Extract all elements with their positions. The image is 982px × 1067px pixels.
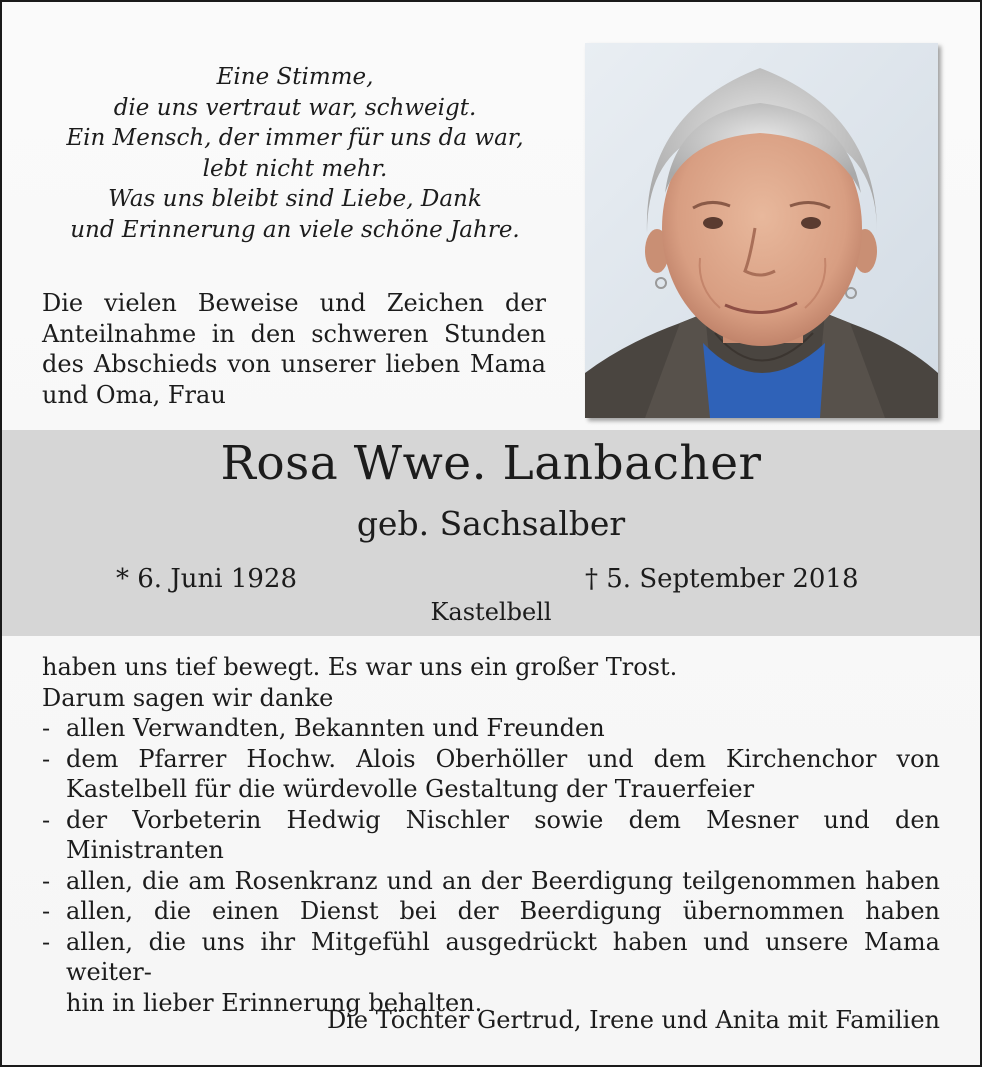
poem-line: Was uns bleibt sind Liebe, Dank <box>108 186 482 212</box>
birth-date: * 6. Juni 1928 <box>116 564 297 594</box>
list-item-text: dem Pfarrer Hochw. Alois Oberhöller und dem Kirchenchor von <box>66 744 940 773</box>
list-item <box>42 896 940 927</box>
poem-line: lebt nicht mehr. <box>202 155 388 182</box>
intro-line: und Oma, Frau <box>42 380 226 409</box>
death-date: † 5. September 2018 <box>585 564 859 594</box>
poem-line: und Erinnerung an viele schöne Jahre. <box>70 216 520 243</box>
signature: Die Töchter Gertrud, Irene und Anita mit Familien <box>326 1006 940 1034</box>
list-item <box>42 713 940 744</box>
intro-line: Anteilnahme in den schweren Stunden <box>42 319 546 348</box>
poem-line: Eine Stimme, <box>216 64 374 90</box>
thanks-list <box>42 713 940 1018</box>
dash-bullet: - <box>42 805 51 834</box>
list-item-text: allen, die uns ihr Mitgefühl ausgedrückt haben und unsere Mama weiter- <box>66 927 940 986</box>
intro-line: Die vielen Beweise und Zeichen der <box>42 289 546 317</box>
intro-line: des Abschieds von unserer lieben Mama <box>42 350 546 378</box>
dash-bullet: - <box>42 897 51 925</box>
list-item <box>42 805 940 866</box>
list-item-text: allen Verwandten, Bekannten und Freunden <box>66 714 605 742</box>
thanks-line: haben uns tief bewegt. Es war uns ein großer Trost. <box>42 653 678 681</box>
dash-bullet: - <box>42 866 51 895</box>
place: Kastelbell <box>430 598 552 626</box>
list-item-text: hin in lieber Erinnerung behalten. <box>66 988 483 1017</box>
list-item-text: allen, die am Rosenkranz und an der Beerdigung teilgenommen haben <box>66 866 940 895</box>
poem-line: die uns vertraut war, schweigt. <box>113 94 477 121</box>
list-item <box>42 744 940 805</box>
list-item-text: allen, die einen Dienst bei der Beerdigung übernommen haben <box>66 897 940 925</box>
list-item-text: der Vorbeterin Hedwig Nischler sowie dem Mesner und den Ministranten <box>66 805 940 864</box>
dash-bullet: - <box>42 744 51 773</box>
list-item-text: Kastelbell für die würdevolle Gestaltung der Trauerfeier <box>66 775 755 803</box>
dash-bullet: - <box>42 927 51 956</box>
list-item <box>42 866 940 897</box>
thanks-text <box>42 652 940 1018</box>
portrait-photo <box>585 43 938 418</box>
birth-name: geb. Sachsalber <box>356 504 626 543</box>
deceased-name: Rosa Wwe. Lanbacher <box>220 436 762 491</box>
thanks-line: Darum sagen wir danke <box>42 683 334 712</box>
dash-bullet: - <box>42 714 51 742</box>
poem-line: Ein Mensch, der immer für uns da war, <box>66 125 524 151</box>
intro-text <box>42 288 546 410</box>
poem <box>42 62 548 245</box>
